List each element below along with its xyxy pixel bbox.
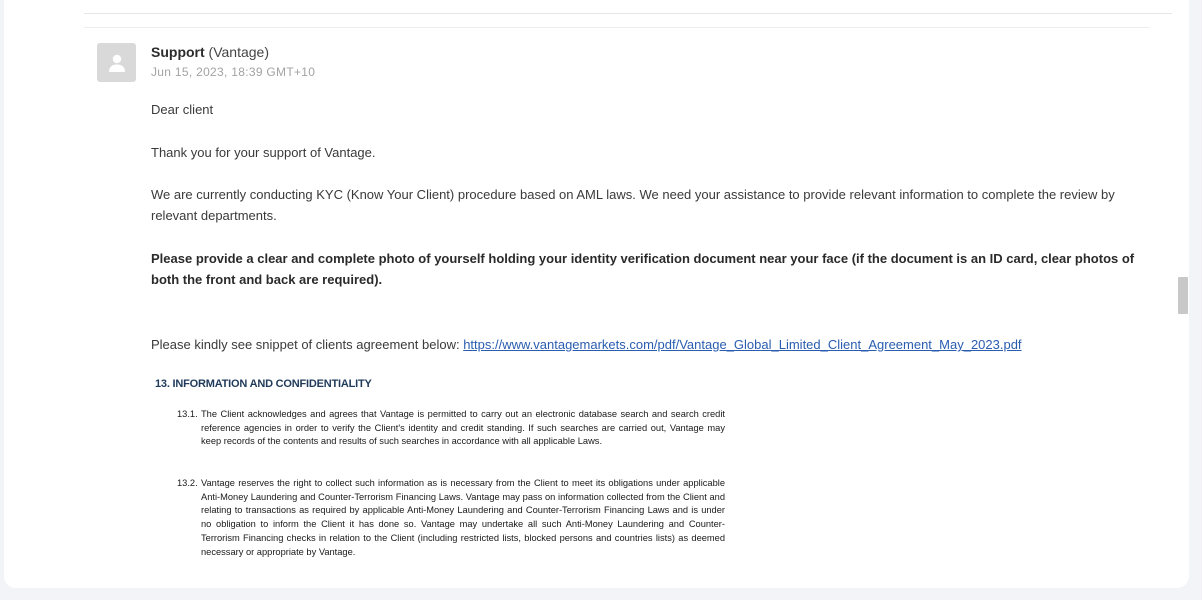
message-timestamp: Jun 15, 2023, 18:39 GMT+10 xyxy=(151,65,316,79)
top-divider xyxy=(84,13,1172,14)
message-author xyxy=(151,43,269,61)
clause-text: The Client acknowledges and agrees that Vantage is permitted to carry out an electronic database search and search credit reference agencies in order to verify the Client's identity and credit standing. If such searches are carried out, Vantage may keep records of the contents and results of such searches in accordance with all applicable Laws. xyxy=(201,409,725,447)
client-agreement-link[interactable]: https://www.vantagemarkets.com/pdf/Vantage_Global_Limited_Client_Agreement_May_2023.pdf xyxy=(463,337,1022,352)
snippet-intro-text: Please kindly see snippet of clients agreement below: xyxy=(151,337,464,352)
clause-text: Vantage reserves the right to collect such information as is necessary from the Client to meet its obligations under applicable Anti-Money Laundering and Counter-Terrorism Financing Laws. Vantage may pass on information collected from the Client and relating to transactions as required by applicable Anti-Money Laundering and Counter-Terrorism Financing Laws and is under no obligation to inform the Client it has done so. Vantage may undertake all such Anti-Money Laundering and Counter-Terrorism Financing checks in relation to the Client (including restricted lists, blocked persons and countries lists) as deemed necessary or appropriate by Vantage. xyxy=(201,478,725,557)
message-snippet-intro xyxy=(151,334,1141,355)
clause-13-2 xyxy=(177,477,725,559)
author-name: Support xyxy=(151,44,205,60)
message-card xyxy=(4,0,1189,588)
message-request: Please provide a clear and complete photo of yourself holding your identity verification document near your face (if the document is an ID card, clear photos of both the front and back are required). xyxy=(151,251,1135,287)
user-avatar-placeholder-icon xyxy=(97,43,136,82)
scrollbar-thumb[interactable] xyxy=(1178,277,1188,314)
clause-13-1 xyxy=(177,408,725,449)
author-organization: (Vantage) xyxy=(208,44,269,60)
message-divider xyxy=(84,27,1150,28)
agreement-snippet-image xyxy=(155,374,735,569)
clause-number: 13.1. xyxy=(177,409,198,419)
message-kyc-paragraph: We are currently conducting KYC (Know Your Client) procedure based on AML laws. We need your assistance to provide relevant information to complete the review by relevant departments. xyxy=(151,187,1115,223)
clause-number: 13.2. xyxy=(177,478,198,488)
message-greeting: Dear client xyxy=(151,102,214,117)
message-thanks: Thank you for your support of Vantage. xyxy=(151,145,376,160)
snippet-heading: 13. INFORMATION AND CONFIDENTIALITY xyxy=(155,378,372,390)
